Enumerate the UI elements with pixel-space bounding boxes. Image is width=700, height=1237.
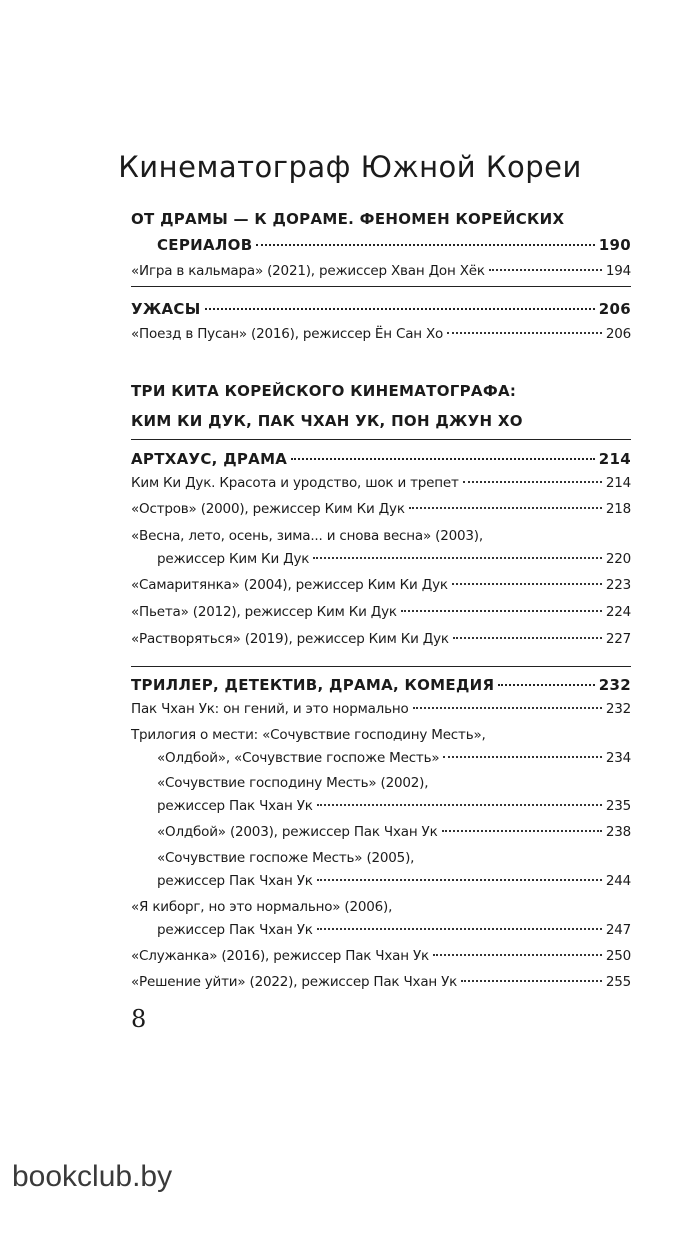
toc-entry-text: режиссер Пак Чхан Ук (157, 922, 313, 938)
toc-heading (131, 296, 631, 322)
toc-entry-text: «Пьета» (2012), режиссер Ким Ки Дук (131, 604, 397, 620)
dot-leader (205, 308, 595, 310)
toc-entry-line: «Сочувствие госпоже Месть» (2005), (157, 850, 415, 866)
section-divider (131, 666, 631, 667)
dot-leader (401, 610, 602, 612)
toc-heading-text: УЖАСЫ (131, 300, 201, 318)
toc-page-number: 238 (605, 824, 631, 840)
dot-leader (453, 637, 602, 639)
toc-section-dramas (131, 206, 631, 283)
toc-entry (131, 498, 631, 521)
toc-entry-text: «Остров» (2000), режиссер Ким Ки Дук (131, 501, 405, 517)
toc-page-number: 232 (598, 676, 631, 694)
toc-entry (131, 870, 631, 893)
toc-entry-text: «Олдбой» (2003), режиссер Пак Чхан Ук (157, 824, 438, 840)
toc-entry-text: режиссер Пак Чхан Ук (157, 873, 313, 889)
dot-leader (413, 707, 602, 709)
watermark: bookclub.by (12, 1160, 173, 1193)
dot-leader (317, 879, 602, 881)
dot-leader (461, 980, 602, 982)
toc-heading-line: ОТ ДРАМЫ — К ДОРАМЕ. ФЕНОМЕН КОРЕЙСКИХ (131, 210, 565, 228)
page-title: Кинематограф Южной Кореи (118, 150, 582, 184)
toc-entry (131, 472, 631, 495)
toc-entry (131, 971, 631, 994)
dot-leader (447, 332, 602, 334)
toc-page-number: 234 (605, 750, 631, 766)
toc-entry-text: «Решение уйти» (2022), режиссер Пак Чхан Ук (131, 974, 458, 990)
part-heading-line: ТРИ КИТА КОРЕЙСКОГО КИНЕМАТОГРАФА: (131, 382, 517, 400)
toc-page-number: 247 (605, 922, 631, 938)
toc-section-thriller (131, 672, 631, 994)
toc-heading (131, 232, 631, 258)
toc-entry (131, 919, 631, 942)
toc-page-number: 220 (605, 551, 631, 567)
dot-leader (409, 507, 602, 509)
toc-entry (131, 260, 631, 283)
toc-page-number: 194 (605, 263, 631, 279)
toc-entry-text: Ким Ки Дук. Красота и уродство, шок и трепет (131, 475, 459, 491)
dot-leader (291, 458, 595, 460)
toc-entry-line: «Я киборг, но это нормально» (2006), (131, 899, 393, 915)
section-divider (131, 439, 631, 440)
dot-leader (433, 954, 602, 956)
toc-page-number: 232 (605, 701, 631, 717)
toc-entry-text: Пак Чхан Ук: он гений, и это нормально (131, 701, 409, 717)
toc-page-number: 214 (598, 450, 631, 468)
toc-entry-line: Трилогия о мести: «Сочувствие господину Месть», (131, 727, 486, 743)
toc-entry (131, 548, 631, 571)
toc-page-number: 206 (605, 326, 631, 342)
toc-entry-text: «Поезд в Пусан» (2016), режиссер Ён Сан Хо (131, 326, 444, 342)
toc-heading-text: АРТХАУС, ДРАМА (131, 450, 288, 468)
toc-entry-text: «Служанка» (2016), режиссер Пак Чхан Ук (131, 948, 429, 964)
toc-page-number: 218 (605, 501, 631, 517)
dot-leader (443, 756, 601, 758)
toc-entry (131, 821, 631, 844)
toc-page-number: 244 (605, 873, 631, 889)
toc-heading (131, 446, 631, 472)
dot-leader (463, 481, 602, 483)
toc-page-number: 206 (598, 300, 631, 318)
toc-heading-text: СЕРИАЛОВ (157, 236, 253, 254)
toc-entry (131, 698, 631, 721)
toc-entry (131, 795, 631, 818)
toc-entry-text: «Игра в кальмара» (2021), режиссер Хван Дон Хёк (131, 263, 485, 279)
toc-entry (131, 323, 631, 346)
section-divider (131, 286, 631, 287)
toc-page-number: 227 (605, 631, 631, 647)
toc-section-horror (131, 296, 631, 346)
toc-page-number: 235 (605, 798, 631, 814)
dot-leader (489, 269, 602, 271)
toc-entry (131, 747, 631, 770)
dot-leader (498, 684, 594, 686)
toc-page-number: 190 (598, 236, 631, 254)
toc-section-arthouse (131, 446, 631, 651)
toc-entry-line: «Сочувствие господину Месть» (2002), (157, 775, 429, 791)
dot-leader (317, 804, 602, 806)
toc-page-number: 250 (605, 948, 631, 964)
toc-page-number: 255 (605, 974, 631, 990)
toc-part-heading (131, 378, 631, 434)
toc-entry (131, 945, 631, 968)
toc-entry-line: «Весна, лето, осень, зима... и снова весна» (2003), (131, 528, 483, 544)
toc-page-number: 223 (605, 577, 631, 593)
toc-entry-text: «Растворяться» (2019), режиссер Ким Ки Дук (131, 631, 449, 647)
dot-leader (313, 557, 602, 559)
toc-entry-text: режиссер Пак Чхан Ук (157, 798, 313, 814)
toc-entry (131, 574, 631, 597)
dot-leader (256, 244, 594, 246)
toc-entry (131, 628, 631, 651)
dot-leader (317, 928, 602, 930)
toc-entry-text: режиссер Ким Ки Дук (157, 551, 310, 567)
toc-page-number: 214 (605, 475, 631, 491)
toc-heading (131, 672, 631, 698)
toc-entry-text: «Олдбой», «Сочувствие госпоже Месть» (157, 750, 440, 766)
toc-entry (131, 601, 631, 624)
toc-entry-text: «Самаритянка» (2004), режиссер Ким Ки Дук (131, 577, 448, 593)
toc-page-number: 224 (605, 604, 631, 620)
dot-leader (452, 583, 602, 585)
dot-leader (442, 830, 602, 832)
page-number: 8 (131, 1005, 147, 1033)
part-heading-line: КИМ КИ ДУК, ПАК ЧХАН УК, ПОН ДЖУН ХО (131, 412, 523, 430)
toc-heading-text: ТРИЛЛЕР, ДЕТЕКТИВ, ДРАМА, КОМЕДИЯ (131, 676, 495, 694)
